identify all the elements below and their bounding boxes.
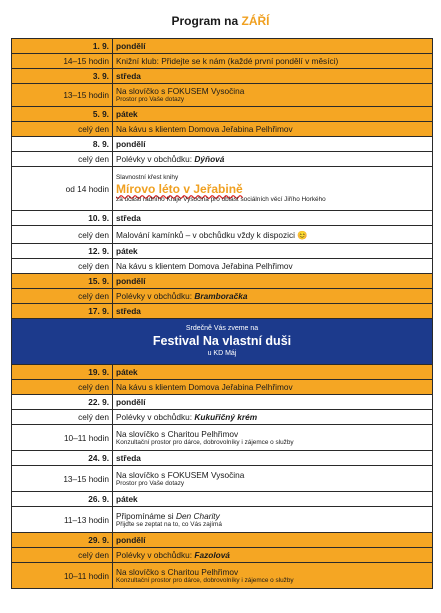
event-row	[12, 84, 433, 107]
weekday-cell: pátek	[113, 244, 433, 259]
soup-name: Kukuřičný krém	[194, 412, 258, 422]
banner-title: Festival Na vlastní duši	[152, 334, 292, 348]
time-cell: 14–15 hodin	[12, 54, 113, 69]
title-month: ZÁŘÍ	[241, 14, 270, 28]
date-cell: 15. 9.	[12, 274, 113, 289]
event-title: Polévky v obchůdku:	[116, 154, 193, 164]
banner-invite: Srdečně Vás zveme na	[185, 325, 259, 332]
date-cell: 12. 9.	[12, 244, 113, 259]
event-cell	[113, 84, 433, 107]
title-prefix: Program na	[171, 14, 239, 28]
time-cell: celý den	[12, 226, 113, 244]
date-row	[12, 244, 433, 259]
time-cell: celý den	[12, 259, 113, 274]
book-title-text: Mírovo léto v Jeřabině	[116, 181, 243, 196]
event-subtitle: Přijďte se zeptat na to, co Vás zajímá	[116, 520, 222, 528]
date-cell: 17. 9.	[12, 304, 113, 319]
date-cell: 29. 9.	[12, 533, 113, 548]
event-row	[12, 466, 433, 492]
event-cell: Knižní klub: Přidejte se k nám (každé první pondělí v měsíci)	[113, 54, 433, 69]
event-cell	[113, 507, 433, 533]
date-row	[12, 533, 433, 548]
weekday-cell: pátek	[113, 492, 433, 507]
event-row	[12, 152, 433, 167]
date-cell: 8. 9.	[12, 137, 113, 152]
weekday-cell: pondělí	[113, 395, 433, 410]
date-cell: 24. 9.	[12, 451, 113, 466]
date-cell: 3. 9.	[12, 69, 113, 84]
banner-location: u KD Máj	[207, 350, 237, 357]
event-cell	[113, 548, 433, 563]
date-cell: 1. 9.	[12, 39, 113, 54]
weekday-cell: pátek	[113, 107, 433, 122]
event-cell	[113, 152, 433, 167]
event-title: Polévky v obchůdku:	[116, 291, 193, 301]
event-subtitle: za účasti radního Kraje Vysočina pro oblast sociálních věcí Jiřího Horkého	[116, 195, 326, 203]
event-pretitle: Slavnostní křest knihy	[116, 173, 179, 181]
time-cell: 13–15 hodin	[12, 466, 113, 492]
date-row	[12, 39, 433, 54]
event-row	[12, 122, 433, 137]
event-row	[12, 167, 433, 211]
date-row	[12, 451, 433, 466]
date-row	[12, 365, 433, 380]
event-cell	[113, 410, 433, 425]
date-row	[12, 211, 433, 226]
event-row	[12, 259, 433, 274]
time-cell: celý den	[12, 548, 113, 563]
weekday-cell: pondělí	[113, 137, 433, 152]
date-row	[12, 304, 433, 319]
weekday-cell: pondělí	[113, 39, 433, 54]
page-title	[0, 14, 441, 28]
date-cell: 22. 9.	[12, 395, 113, 410]
event-row	[12, 54, 433, 69]
event-row	[12, 507, 433, 533]
soup-name: Fazolová	[194, 550, 230, 560]
time-cell: 10–11 hodin	[12, 425, 113, 451]
event-row	[12, 380, 433, 395]
event-cell: Na kávu s klientem Domova Jeřabina Pelhřimov	[113, 122, 433, 137]
event-row	[12, 548, 433, 563]
festival-banner-row	[12, 319, 433, 365]
event-title: Na slovíčko s FOKUSEM Vysočina	[116, 86, 245, 96]
event-cell	[113, 466, 433, 492]
time-cell: celý den	[12, 122, 113, 137]
soup-name: Dýňová	[194, 154, 225, 164]
date-cell: 5. 9.	[12, 107, 113, 122]
time-cell: 10–11 hodin	[12, 563, 113, 589]
weekday-cell: středa	[113, 451, 433, 466]
event-row	[12, 410, 433, 425]
time-cell: 13–15 hodin	[12, 84, 113, 107]
event-emphasis: Den Charity	[175, 510, 220, 521]
event-title: Na slovíčko s FOKUSEM Vysočina	[116, 469, 245, 480]
event-row	[12, 289, 433, 304]
weekday-cell: pondělí	[113, 533, 433, 548]
event-title: Polévky v obchůdku:	[116, 550, 193, 560]
date-cell: 26. 9.	[12, 492, 113, 507]
date-row	[12, 492, 433, 507]
date-row	[12, 107, 433, 122]
soup-name: Bramboračka	[194, 291, 248, 301]
weekday-cell: středa	[113, 69, 433, 84]
date-cell: 10. 9.	[12, 211, 113, 226]
time-cell: 11–13 hodin	[12, 507, 113, 533]
event-cell	[113, 289, 433, 304]
event-title: Připomínáme si	[116, 510, 174, 521]
time-cell: od 14 hodin	[12, 167, 113, 211]
event-row	[12, 563, 433, 589]
time-cell: celý den	[12, 380, 113, 395]
time-cell: celý den	[12, 289, 113, 304]
event-subtitle: Prostor pro Vaše dotazy	[116, 479, 185, 487]
date-row	[12, 274, 433, 289]
event-row	[12, 226, 433, 244]
program-table	[11, 38, 433, 589]
weekday-cell: středa	[113, 211, 433, 226]
date-row	[12, 69, 433, 84]
event-cell	[113, 425, 433, 451]
book-title	[116, 182, 429, 196]
event-subtitle: Prostor pro Vaše dotazy	[116, 96, 185, 103]
weekday-cell: pátek	[113, 365, 433, 380]
time-cell: celý den	[12, 152, 113, 167]
date-row	[12, 137, 433, 152]
event-cell	[113, 563, 433, 589]
date-row	[12, 395, 433, 410]
event-subtitle: Konzultační prostor pro dárce, dobrovolníky i zájemce o služby	[116, 576, 294, 584]
event-cell: Malování kamínků – v obchůdku vždy k dispozici 😊	[113, 226, 433, 244]
event-cell: Na kávu s klientem Domova Jeřabina Pelhřimov	[113, 380, 433, 395]
event-cell	[113, 167, 433, 211]
event-title: Polévky v obchůdku:	[116, 412, 193, 422]
festival-banner	[12, 319, 433, 365]
event-row	[12, 425, 433, 451]
weekday-cell: středa	[113, 304, 433, 319]
date-cell: 19. 9.	[12, 365, 113, 380]
event-subtitle: Konzultační prostor pro dárce, dobrovolníky i zájemce o služby	[116, 438, 294, 446]
event-title: Na slovíčko s Charitou Pelhřimov	[116, 566, 239, 577]
weekday-cell: pondělí	[113, 274, 433, 289]
event-title: Na slovíčko s Charitou Pelhřimov	[116, 428, 239, 439]
event-cell: Na kávu s klientem Domova Jeřabina Pelhřimov	[113, 259, 433, 274]
time-cell: celý den	[12, 410, 113, 425]
